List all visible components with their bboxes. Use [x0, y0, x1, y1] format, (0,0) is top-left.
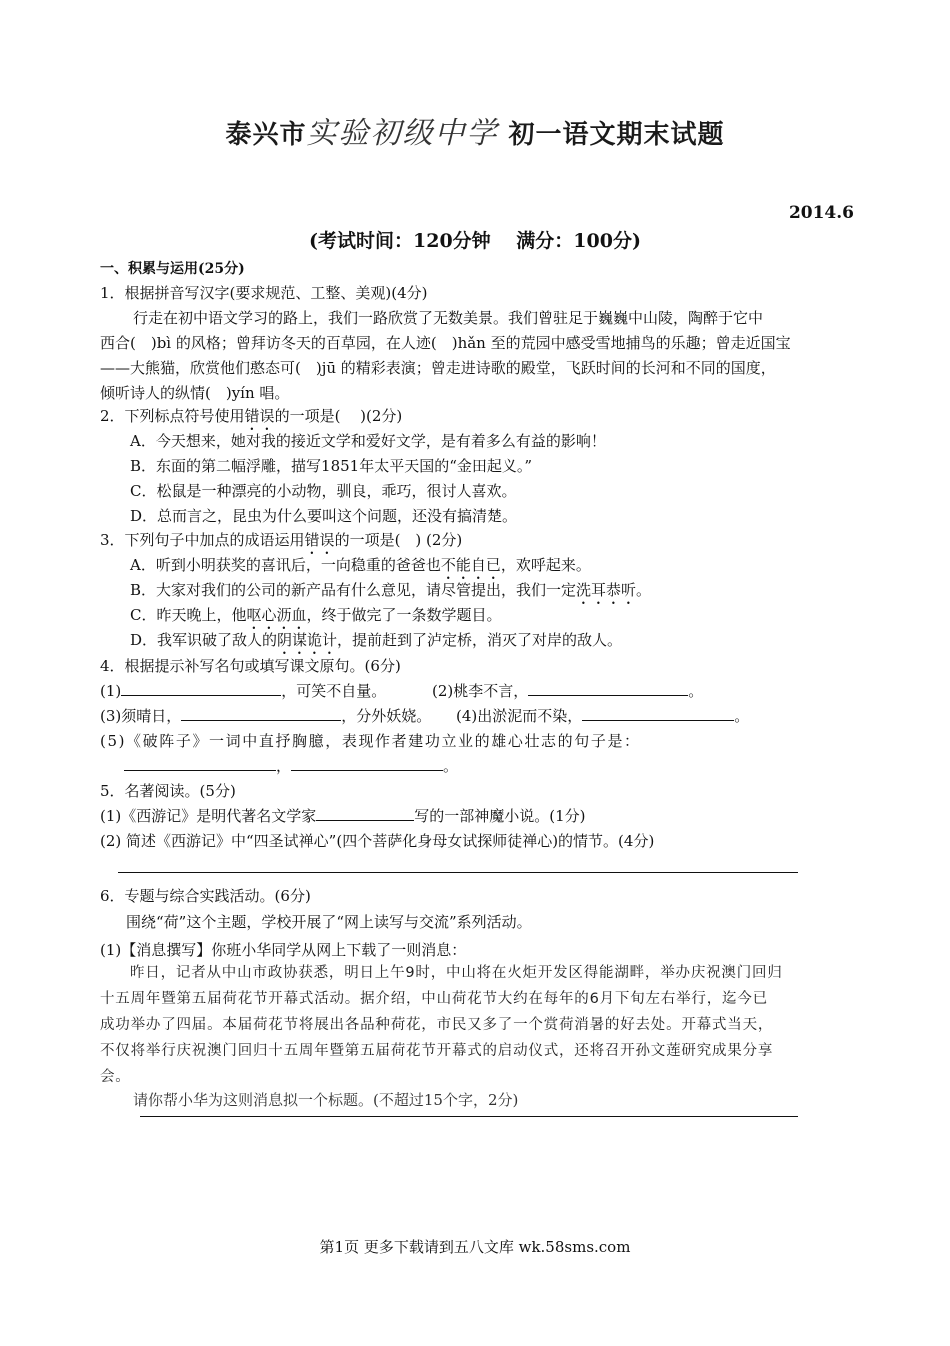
- emphasis-word: 错误: [304, 531, 335, 549]
- q1-paragraph-line: ——大熊猫，欣赏他们憨态可( )jū 的精彩表演；曾走进诗歌的殿堂，飞跃时间的长河和不同的国度，: [100, 359, 776, 377]
- answer-line[interactable]: [118, 872, 798, 873]
- news-line: 不仅将举行庆祝澳门回归十五周年暨第五届荷花节开幕式的启动仪式，还将召开孙文莲研究成果分享: [100, 1043, 774, 1059]
- q2-stem: 2．下列标点符号使用错误的一项是( )(2分): [100, 407, 403, 425]
- emphasis-idiom: 阴谋诡计: [277, 631, 338, 649]
- q1-paragraph-line: 倾听诗人的纵情( )yín 唱。: [100, 384, 290, 402]
- emphasis-idiom: 洗耳恭听: [576, 581, 637, 599]
- q4-item-2: (2)桃李不言， 。: [432, 682, 704, 700]
- emphasis-word: 错误: [244, 407, 275, 425]
- q3-stem: 3．下列句子中加点的成语运用错误的一项是( ) (2分): [100, 531, 463, 549]
- exam-date: 2014.6: [788, 203, 854, 223]
- answer-blank[interactable]: [582, 706, 734, 721]
- q3-option-a: A．听到小明获奖的喜讯后，一向稳重的爸爸也不能自已，欢呼起来。: [130, 556, 591, 574]
- answer-blank[interactable]: [291, 756, 443, 771]
- q2-option-c: C．松鼠是一种漂亮的小动物，驯良，乖巧，很讨人喜欢。: [130, 482, 517, 500]
- q3-option-c: C．昨天晚上，他呕心沥血，终于做完了一条数学题目。: [130, 606, 502, 624]
- news-line: 成功举办了四届。本届荷花节将展出各品种荷花，市民又多了一个赏荷消暑的好去处。开幕式当天，: [100, 1017, 774, 1033]
- answer-blank[interactable]: [124, 756, 276, 771]
- news-line: 会。: [100, 1069, 131, 1085]
- news-line: 昨日，记者从中山市政协获悉，明日上午9时，中山将在火炬开发区得能湖畔，举办庆祝澳门回归: [130, 965, 783, 981]
- q5-item-1: (1)《西游记》是明代著名文学家 写的一部神魔小说。(1分): [100, 807, 586, 825]
- answer-line[interactable]: [140, 1116, 798, 1117]
- section-heading: 一、积累与运用(25分): [100, 261, 245, 277]
- q1-stem: 1．根据拼音写汉字(要求规范、工整、美观)(4分): [100, 284, 428, 302]
- q4-item-3: (3)须晴日， ，分外妖娆。: [100, 707, 432, 725]
- q5-stem: 5．名著阅读。(5分): [100, 782, 236, 800]
- emphasis-idiom: 不能自已: [440, 556, 501, 574]
- q5-item-2: (2) 简述《西游记》中“四圣试禅心”(四个菩萨化身母女试探师徒禅心)的情节。(4分): [100, 832, 655, 850]
- q2-option-a: A．今天想来，她对我的接近文学和爱好文学，是有着多么有益的影响！: [130, 432, 606, 450]
- page-footer: 第1页 更多下载请到五八文库 wk.58sms.com: [319, 1238, 631, 1256]
- q6-task: 请你帮小华为这则消息拟一个标题。(不超过15个字，2分): [133, 1091, 519, 1109]
- news-line: 十五周年暨第五届荷花节开幕式活动。据介绍，中山荷花节大约在每年的6月下旬左右举行，迄今已: [100, 991, 768, 1007]
- answer-blank[interactable]: [528, 681, 688, 696]
- q4-item-5-blanks: ， 。: [124, 756, 458, 776]
- q6-item-1: (1)【消息撰写】你班小华同学从网上下载了一则消息：: [100, 941, 467, 959]
- answer-blank[interactable]: [316, 806, 414, 821]
- q3-option-d: D．我军识破了敌人的阴谋诡计，提前赶到了泸定桥，消灭了对岸的敌人。: [130, 631, 623, 649]
- q4-item-4: (4)出淤泥而不染， 。: [456, 707, 750, 725]
- subject-title: 初一语文期末试题: [508, 120, 725, 150]
- q2-option-d: D．总而言之，昆虫为什么要叫这个问题，还没有搞清楚。: [130, 507, 518, 525]
- q6-intro: 围绕“荷”这个主题，学校开展了“网上读写与交流”系列活动。: [126, 913, 532, 931]
- answer-blank[interactable]: [121, 681, 281, 696]
- q4-item-5: (5)《破阵子》一词中直抒胸臆，表现作者建功立业的雄心壮志的句子是：: [100, 732, 641, 750]
- answer-blank[interactable]: [181, 706, 341, 721]
- exam-title: [0, 108, 950, 152]
- school-name: 实验初级中学: [306, 116, 499, 151]
- q3-option-b: B．大家对我们的公司的新产品有什么意见，请尽管提出，我们一定洗耳恭听。: [130, 581, 652, 599]
- q4-stem: 4．根据提示补写名句或填写课文原句。(6分): [100, 657, 401, 675]
- school-prefix: 泰兴市: [225, 120, 307, 150]
- emphasis-idiom: 呕心沥血: [246, 606, 307, 624]
- q2-option-b: B．东面的第二幅浮雕，描写1851年太平天国的“金田起义。”: [130, 457, 533, 475]
- q1-paragraph-line: 行走在初中语文学习的路上，我们一路欣赏了无数美景。我们曾驻足于巍巍中山陵，陶醉于它中: [133, 309, 764, 327]
- exam-info: (考试时间：120分钟 满分：100分): [309, 230, 641, 252]
- q1-paragraph-line: 西合( )bì 的风格；曾拜访冬天的百草园，在人迹( )hǎn 至的荒园中感受雪地捕鸟的乐趣；曾走近国宝: [100, 334, 791, 352]
- q4-item-1: (1) ，可笑不自量。: [100, 682, 387, 700]
- q6-stem: 6．专题与综合实践活动。(6分): [100, 887, 311, 905]
